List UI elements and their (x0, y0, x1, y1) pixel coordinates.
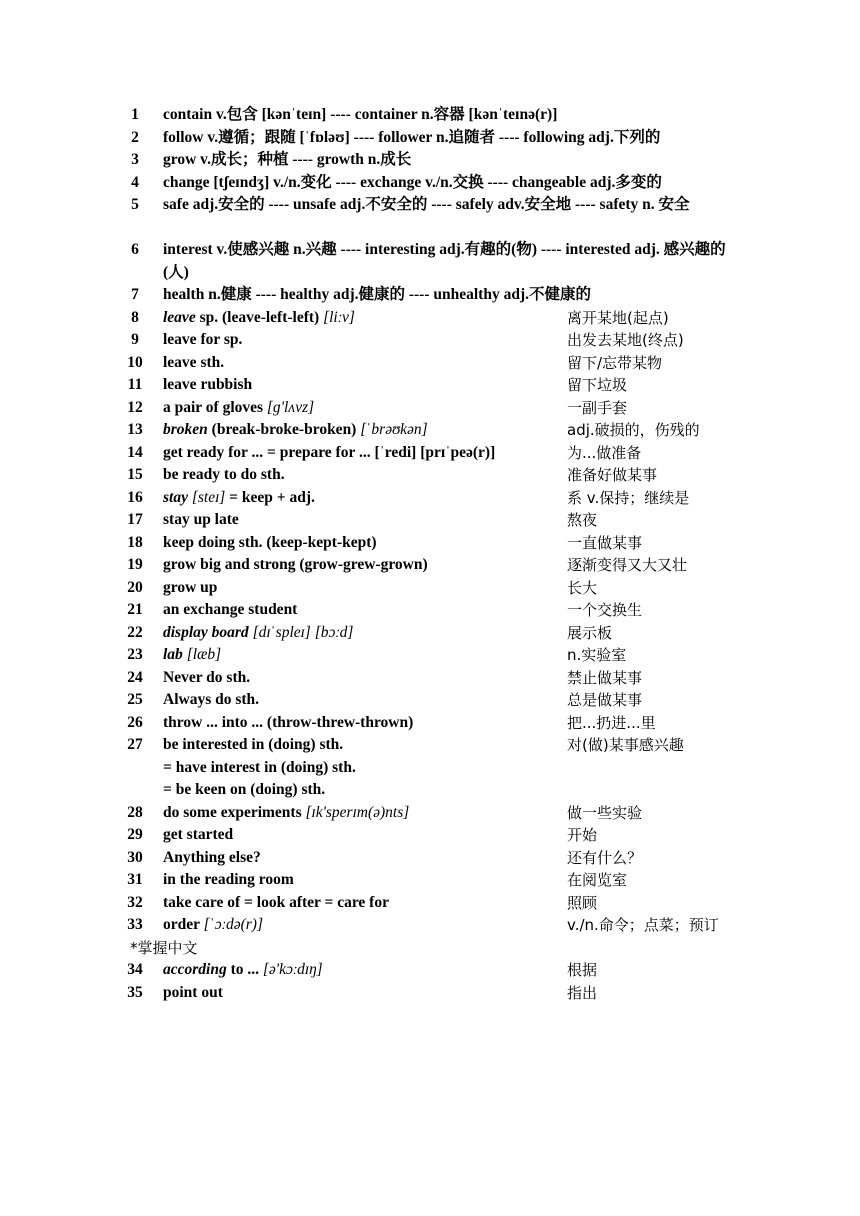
keyword: lab (163, 646, 183, 663)
row-number: 20 (127, 578, 143, 596)
phonetic: [liːv] (323, 308, 355, 326)
row-text: = be keen on (doing) sth. (163, 781, 326, 798)
vocab-row-25 (0, 689, 860, 712)
row-number: 12 (127, 398, 143, 416)
row-meaning: 准备好做某事 (567, 466, 658, 484)
row-number: 18 (127, 533, 143, 551)
vocab-row-10 (0, 352, 860, 375)
vocab-row-6 (0, 239, 860, 284)
row-meaning: 开始 (567, 826, 598, 844)
row-number: 16 (127, 488, 143, 506)
row-meaning: 系 v.保持；继续是 (567, 488, 690, 507)
row-text: keep doing sth. (keep-kept-kept) (163, 533, 377, 551)
phonetic: [ˈɔːdə(r)] (203, 916, 264, 933)
section-note (0, 937, 860, 960)
row-text: safe adj.安全的 ---- unsafe adj.不安全的 ---- safely adv.安全地 ---- safety n. 安全 (163, 196, 690, 213)
row-number: 7 (131, 286, 139, 303)
vocab-row-8 (0, 307, 860, 330)
text-part: a pair of gloves (163, 398, 267, 416)
row-meaning: 留下/忘带某物 (567, 353, 663, 372)
vocab-row-1 (0, 104, 860, 127)
row-meaning: 一副手套 (567, 398, 628, 417)
row-meaning: 禁止做某事 (567, 668, 643, 687)
row-number: 8 (131, 308, 139, 326)
row-meaning: 一个交换生 (567, 601, 643, 619)
row-text: Never do sth. (163, 668, 251, 686)
row-number: 4 (131, 173, 139, 191)
vocab-row-17 (0, 509, 860, 532)
row-meaning: 总是做某事 (567, 691, 643, 709)
row-number: 2 (131, 128, 139, 146)
text-part: sp. (leave-left-left) (195, 308, 324, 326)
row-text: stay up late (163, 511, 239, 528)
text-part: (break-broke-broken) (207, 421, 361, 438)
row-text: in the reading room (163, 871, 294, 888)
row-meaning: adj.破损的，伤残的 (567, 421, 700, 439)
vocab-row-26 (0, 712, 860, 735)
row-meaning: 为...做准备 (567, 443, 642, 462)
row-text (163, 959, 323, 982)
row-number: 33 (127, 916, 143, 933)
row-text (163, 307, 355, 330)
row-number: 27 (127, 736, 143, 753)
vocab-row-15 (0, 464, 860, 487)
row-number: 22 (127, 623, 143, 641)
row-number: 14 (127, 443, 143, 461)
text-part: order (163, 916, 204, 933)
row-number: 24 (127, 668, 143, 686)
row-number: 11 (127, 376, 143, 393)
keyword: display board (163, 623, 249, 641)
vocab-row-24 (0, 667, 860, 690)
row-text (163, 487, 315, 510)
row-meaning: 出发去某地(终点) (567, 331, 684, 349)
row-number: 9 (131, 331, 139, 348)
vocab-row-27-alt-2 (0, 779, 860, 802)
row-number: 34 (127, 961, 143, 978)
phonetic: [læb] (186, 646, 222, 663)
row-meaning: 指出 (567, 983, 598, 1002)
row-number: 1 (131, 106, 139, 123)
row-meaning: 根据 (567, 961, 598, 979)
row-text: be ready to do sth. (163, 466, 285, 483)
row-meaning: 照顾 (567, 893, 598, 912)
row-text: follow v.遵循；跟随 [ˈfɒləʊ] ---- follower n.追随者 ---- following adj.下列的 (163, 128, 661, 146)
row-number: 31 (127, 871, 143, 888)
row-text: grow v.成长；种植 ---- growth n.成长 (163, 151, 412, 168)
row-meaning: 一直做某事 (567, 533, 643, 552)
row-text (163, 622, 353, 645)
row-text: get started (163, 826, 234, 843)
row-number: 5 (131, 196, 139, 213)
vocab-row-31 (0, 869, 860, 892)
vocab-row-28 (0, 802, 860, 825)
phonetic: [ə'kɔːdɪŋ] (262, 961, 323, 978)
vocab-row-11 (0, 374, 860, 397)
row-number: 29 (127, 826, 143, 843)
row-number: 35 (127, 983, 143, 1001)
row-text (163, 644, 221, 667)
row-text: contain v.包含 [kənˈteɪn] ---- container n.容器 [kənˈteɪnə(r)] (163, 106, 558, 123)
keyword: leave (163, 308, 196, 326)
row-meaning: 逐渐变得又大又壮 (567, 556, 688, 574)
vocabulary-list (0, 104, 860, 1004)
row-meaning: 把...扔进...里 (567, 713, 656, 732)
row-meaning: 留下垃圾 (567, 376, 628, 394)
row-number: 13 (127, 421, 143, 438)
row-text: point out (163, 983, 223, 1001)
row-text: an exchange student (163, 601, 298, 618)
vocab-row-32 (0, 892, 860, 915)
row-number: 10 (127, 353, 143, 371)
row-text: interest v.使感兴趣 n.兴趣 ---- interesting adj.有趣的(物) ---- interested adj. 感兴趣的(人) (163, 241, 726, 281)
text-part: do some experiments (163, 803, 306, 821)
vocab-row-7 (0, 284, 860, 307)
vocab-row-14 (0, 442, 860, 465)
keyword: according (163, 961, 227, 978)
row-text: leave rubbish (163, 376, 253, 393)
row-text (163, 397, 314, 420)
row-text: = have interest in (doing) sth. (163, 758, 356, 776)
phonetic: [steɪ] (191, 488, 226, 506)
vocab-row-2 (0, 127, 860, 150)
row-meaning: v./n.命令；点菜；预订 (567, 916, 719, 934)
row-text: throw ... into ... (throw-threw-thrown) (163, 713, 414, 731)
row-text: leave sth. (163, 353, 225, 371)
row-text: health n.健康 ---- healthy adj.健康的 ---- unhealthy adj.不健康的 (163, 286, 591, 303)
row-text (163, 914, 263, 937)
row-number: 3 (131, 151, 139, 168)
vocab-row-23 (0, 644, 860, 667)
row-meaning: 长大 (567, 578, 598, 597)
vocab-row-9 (0, 329, 860, 352)
vocab-row-35 (0, 982, 860, 1005)
vocab-row-21 (0, 599, 860, 622)
row-meaning: n.实验室 (567, 646, 627, 664)
row-number: 26 (127, 713, 143, 731)
row-meaning: 离开某地(起点) (567, 308, 669, 327)
row-meaning: 熬夜 (567, 511, 598, 529)
row-number: 30 (127, 848, 143, 866)
vocab-row-22 (0, 622, 860, 645)
row-text (163, 802, 409, 825)
keyword: stay (163, 488, 188, 506)
row-meaning: 对(做)某事感兴趣 (567, 736, 684, 754)
row-meaning: 做一些实验 (567, 803, 643, 822)
row-number: 23 (127, 646, 143, 663)
row-number: 15 (127, 466, 143, 483)
vocab-row-12 (0, 397, 860, 420)
vocab-row-19 (0, 554, 860, 577)
vocab-row-5 (0, 194, 860, 239)
vocab-row-30 (0, 847, 860, 870)
row-number: 28 (127, 803, 143, 821)
row-number: 21 (127, 601, 143, 618)
vocab-row-20 (0, 577, 860, 600)
vocab-row-27 (0, 734, 860, 757)
row-number: 19 (127, 556, 143, 573)
row-text: Always do sth. (163, 691, 260, 708)
row-meaning: 展示板 (567, 623, 613, 642)
keyword: broken (163, 421, 208, 438)
row-meaning: 还有什么？ (567, 848, 643, 867)
phonetic: [ɡ'lʌvz] (266, 398, 315, 416)
row-text: change [tʃeɪndʒ] v./n.变化 ---- exchange v./n.交换 ---- changeable adj.多变的 (163, 173, 662, 191)
note-text: *掌握中文 (130, 938, 198, 957)
vocab-row-27-alt-1 (0, 757, 860, 780)
vocab-row-33 (0, 914, 860, 937)
row-text: grow up (163, 578, 218, 596)
phonetic: [ˈbrəʊkən] (360, 421, 428, 438)
vocab-row-34 (0, 959, 860, 982)
phonetic: [ɪk'sperɪm(ə)nts] (305, 803, 410, 821)
row-text: take care of = look after = care for (163, 893, 389, 911)
vocab-row-16 (0, 487, 860, 510)
row-text (163, 419, 428, 442)
vocab-row-13 (0, 419, 860, 442)
row-text: grow big and strong (grow-grew-grown) (163, 556, 428, 573)
row-text: Anything else? (163, 848, 261, 866)
row-number: 6 (131, 241, 139, 258)
row-meaning: 在阅览室 (567, 871, 628, 889)
vocab-row-18 (0, 532, 860, 555)
row-text: leave for sp. (163, 331, 243, 348)
vocab-row-3 (0, 149, 860, 172)
text-part: to ... (226, 961, 263, 978)
row-text: get ready for ... = prepare for ... [ˈredi] [prɪˈpeə(r)] (163, 443, 496, 461)
row-text: be interested in (doing) sth. (163, 736, 344, 753)
row-number: 25 (127, 691, 143, 708)
text-part: = keep + adj. (225, 488, 315, 506)
row-number: 17 (127, 511, 143, 528)
vocab-row-4 (0, 172, 860, 195)
row-number: 32 (127, 893, 143, 911)
vocab-row-29 (0, 824, 860, 847)
phonetic: [dɪˈspleɪ] [bɔːd] (252, 623, 354, 641)
